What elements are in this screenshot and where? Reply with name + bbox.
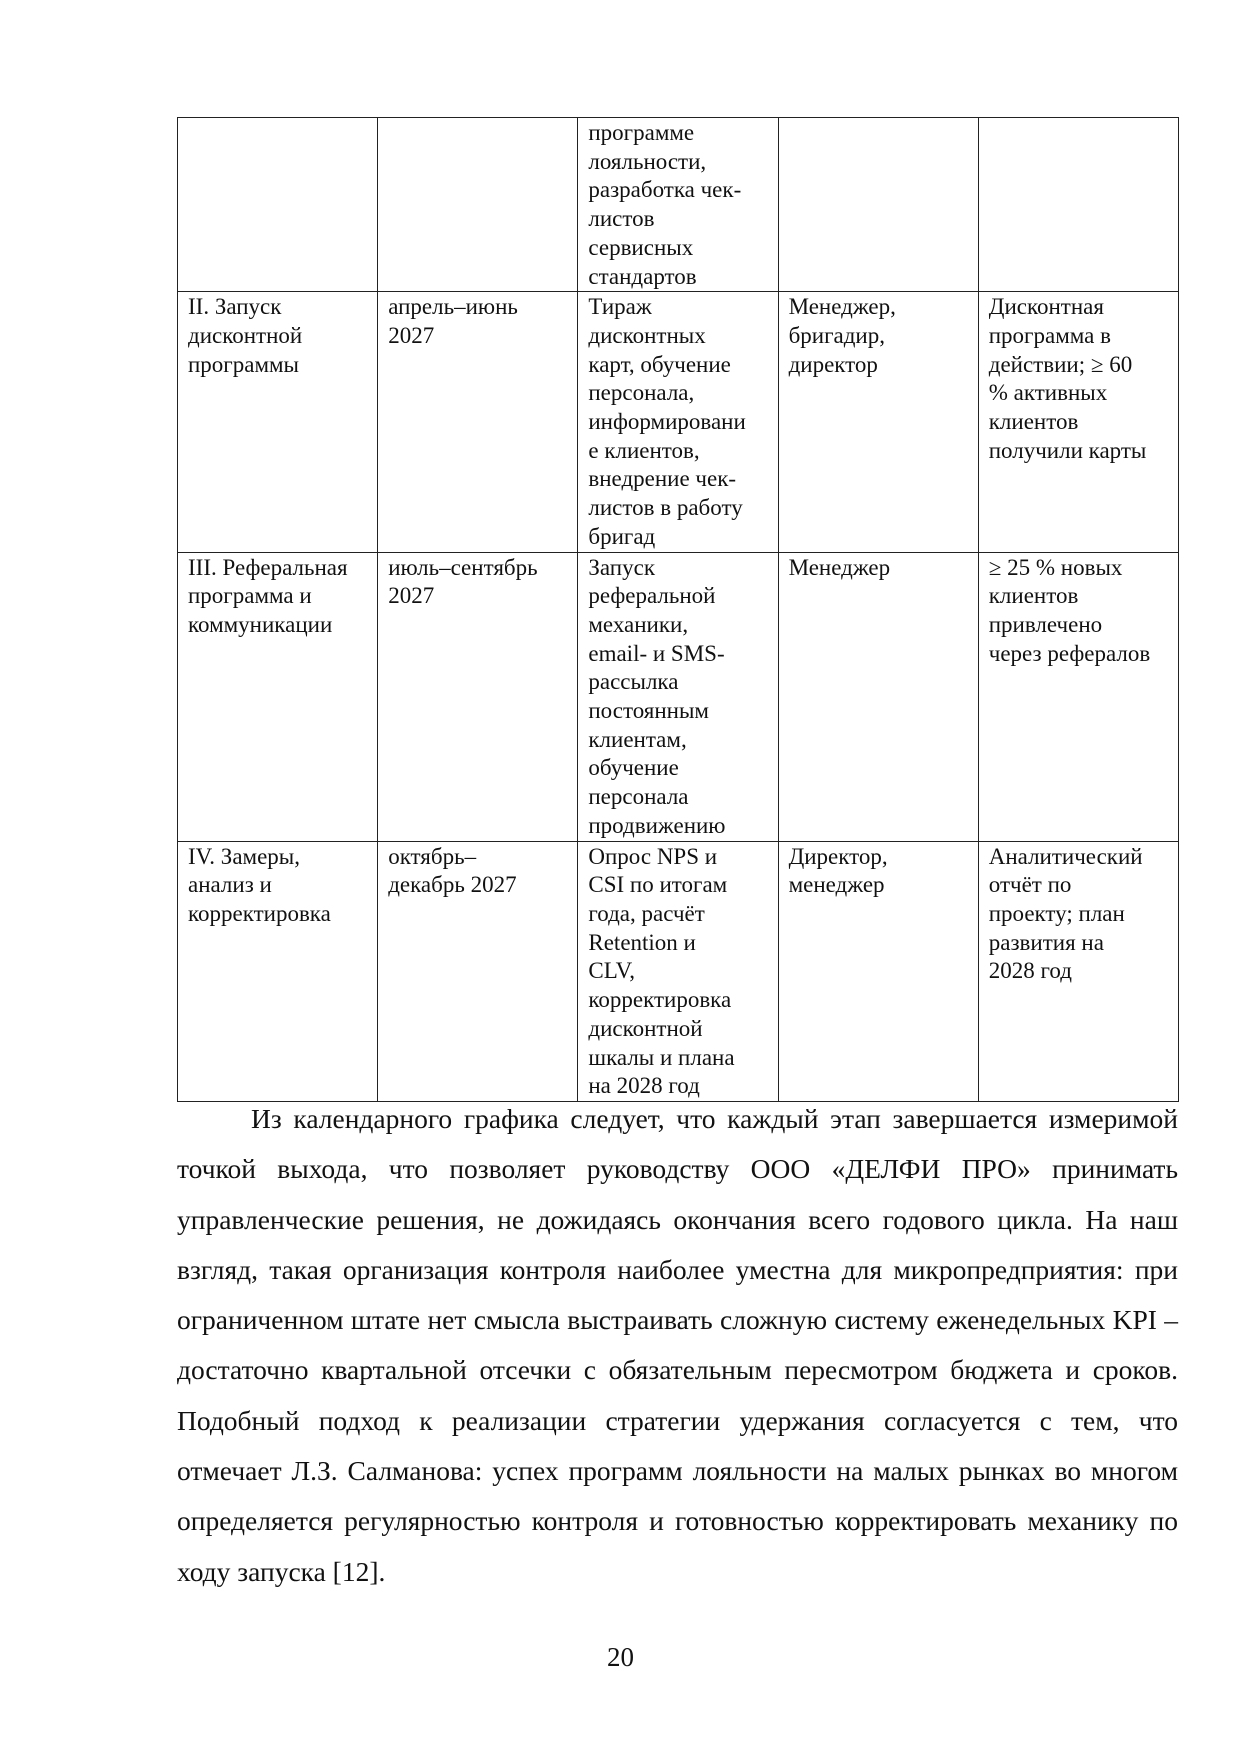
table-cell-responsible: [778, 118, 978, 292]
table-row: [178, 841, 1179, 1101]
page-number: 20: [607, 1642, 634, 1672]
table-cell-stage: III. Реферальная программа и коммуникации: [178, 552, 378, 841]
table-row: [178, 118, 1179, 292]
table-cell-responsible: Менеджер: [778, 552, 978, 841]
table-cell-result: ≥ 25 % новых клиентов привлечено через рефералов: [978, 552, 1178, 841]
table-cell-period: июль–сентябрь 2027: [378, 552, 578, 841]
table-cell-responsible: Менеджер, бригадир, директор: [778, 292, 978, 552]
implementation-schedule-table: [177, 117, 1179, 1102]
table-cell-activities: программе лояльности, разработка чек- листов сервисных стандартов: [578, 118, 778, 292]
table-cell-responsible: Директор, менеджер: [778, 841, 978, 1101]
table-cell-period: апрель–июнь 2027: [378, 292, 578, 552]
table-cell-result: [978, 118, 1178, 292]
table-row: [178, 292, 1179, 552]
table-cell-stage: [178, 118, 378, 292]
table-cell-stage: IV. Замеры, анализ и корректировка: [178, 841, 378, 1101]
table-row: [178, 552, 1179, 841]
table-cell-period: [378, 118, 578, 292]
table-cell-period: октябрь– декабрь 2027: [378, 841, 578, 1101]
table-cell-result: Дисконтная программа в действии; ≥ 60 % активных клиентов получили карты: [978, 292, 1178, 552]
body-paragraph: Из календарного графика следует, что каждый этап завершается измеримой точкой выхода, что позволяет руководству ООО «ДЕЛФИ ПРО» принимать управленческие решения, не дожидаясь окончания всего годового цикла. На наш взгляд, такая организация контроля наиболее уместна для микропредприятия: при ограниченном штате нет смысла выстраивать сложную систему еженедельных KPI – достаточно квартальной отсечки с обязательным пересмотром бюджета и сроков. Подобный подход к реализации стратегии удержания согласуется с тем, что отмечает Л.З. Салманова: успех программ лояльности на малых рынках во многом определяется регулярностью контроля и готовностью корректировать механику по ходу запуска [12].: [177, 1103, 1178, 1587]
table-cell-activities: Тираж дисконтных карт, обучение персонала, информировани е клиентов, внедрение чек- листов в работу бригад: [578, 292, 778, 552]
table-cell-activities: Опрос NPS и CSI по итогам года, расчёт Retention и CLV, корректировка дисконтной шкалы и плана на 2028 год: [578, 841, 778, 1101]
table-cell-result: Аналитический отчёт по проекту; план развития на 2028 год: [978, 841, 1178, 1101]
table-cell-stage: II. Запуск дисконтной программы: [178, 292, 378, 552]
table-cell-activities: Запуск реферальной механики, email- и SMS- рассылка постоянным клиентам, обучение персонала продвижению: [578, 552, 778, 841]
